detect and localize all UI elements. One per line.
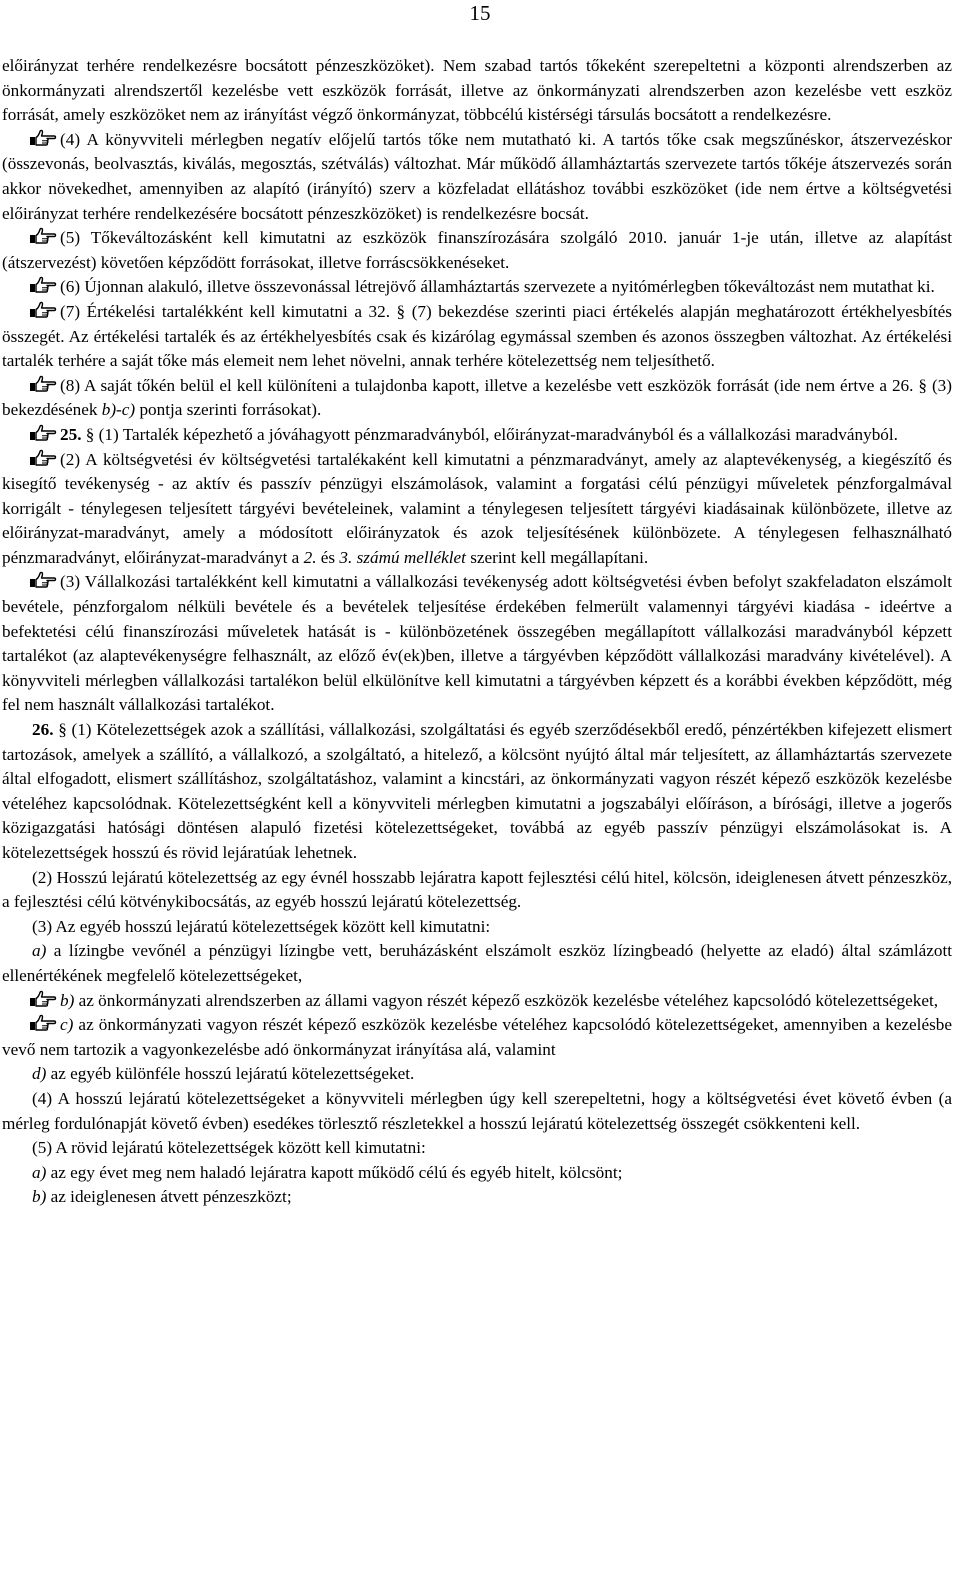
text-run: szerint kell megállapítani.: [465, 547, 649, 567]
paragraph: [2, 989, 952, 1014]
text-run: 25.: [60, 424, 82, 444]
text-run: b): [60, 990, 75, 1010]
text-run: (5) A rövid lejáratú kötelezettségek között kell kimutatni:: [32, 1138, 426, 1158]
paragraph: [2, 448, 952, 571]
text-run: 2.: [303, 547, 317, 567]
document-body: [2, 54, 952, 1210]
text-run: a): [32, 1162, 47, 1182]
pointing-hand-icon: [28, 275, 58, 294]
paragraph: [2, 718, 952, 866]
text-run: előirányzat terhére rendelkezésre bocsátott pénzeszközöket). Nem szabad tartós tőkeként szerepeltetni a központi alrendszerben az önkormányzati alrendszertől kezelésbe vett eszközök forrását, illetve az önkormányzati alrendszerben azon kezelésbe vett eszköz forrását, amely eszközöket nem az irányítást végző önkormányzat, többcélú kistérségi társulás bocsátott a rendelkezésre.: [2, 56, 952, 125]
paragraph: [2, 1013, 952, 1062]
text-run: (4) A hosszú lejáratú kötelezettségeket a könyvviteli mérlegben úgy kell szerepeltetni, hogy a költségvetési évet követő évben (a mérleg fordulónapját követő évben) esedékes törlesztő részletekkel a hosszú lejáratú kötelezettség összegét csökkenteni kell.: [2, 1088, 952, 1133]
page-number: 15: [469, 1, 491, 25]
text-run: § (1) Kötelezettségek azok a szállítási, vállalkozási, szolgáltatási és egyéb szerződésekből eredő, pénzértékben kifejezett elismert tartozások, amelyek a szállító, a vállalkozó, a szolgáltató, a hitelező, a kölcsönt nyújtó által már teljesített, az államháztartás szervezete által elfogadott, elismert szállításhoz, szolgáltatáshoz, valamint a kincstári, az önkormányzati vagyon részét képező eszközök kezelésbe vételéhez kapcsolódnak. Kötelezettségként kell a könyvviteli mérlegben kimutatni a jogszabályi előíráson, a bírósági, illetve a jogerős közigazgatási hatósági döntésen alapuló fizetési kötelezettségeket, továbbá az egyéb passzív pénzügyi elszámolásokat is. A kötelezettségek hosszú és rövid lejáratúak lehetnek.: [2, 720, 952, 862]
text-run: (3) Vállalkozási tartalékként kell kimutatni a vállalkozási tevékenység adott költségvetési évben befolyt szakfeladaton elszámolt bevétele, pénzforgalom nélküli bevétele és a bevételek teljesítése érdekében felmerült valamennyi tárgyévi kiadása - ideértve a befektetési célú finanszírozási műveletek hatását is - különbözetének összegében megállapított vállalkozási maradványból képzett tartalékot (az alaptevékenységre felhasznált, az előző év(ek)ben, illetve a tárgyévben képződött vállalkozási maradvány kivételével). A könyvviteli mérlegben vállalkozási tartalékon belül elkülönítve kell kimutatni a tárgyévben képzett és a korábbi években képződött, még fel nem használt vállalkozási tartalékot.: [2, 572, 952, 715]
paragraph: [2, 1161, 952, 1186]
text-run: a lízingbe vevőnél a pénzügyi lízingbe vett, beruházásként elszámolt eszköz lízingbeadó (helyette az eladó) által számlázott ellenértékének megfelelő kötelezettségeket,: [2, 941, 952, 985]
pointing-hand-icon: [28, 448, 58, 467]
text-run: az önkormányzati alrendszerben az állami vagyon részét képező eszközök kezelésbe vételéhez kapcsolódó kötelezettségeket,: [74, 990, 939, 1010]
paragraph: [2, 275, 952, 300]
paragraph: [2, 570, 952, 718]
paragraph: [2, 226, 952, 275]
paragraph: [2, 128, 952, 226]
pointing-hand-icon: [28, 989, 58, 1008]
paragraph: [2, 939, 952, 988]
paragraph: [2, 374, 952, 423]
pointing-hand-icon: [28, 570, 58, 589]
text-run: § (1) Tartalék képezhető a jóváhagyott pénzmaradványból, előirányzat-maradványból és a vállalkozási maradványból.: [81, 424, 898, 444]
text-run: 26.: [32, 720, 54, 740]
text-run: (5) Tőkeváltozásként kell kimutatni az eszközök finanszírozására szolgáló 2010. január 1-je után, illetve az alapítást (átszervezést) követően képződött forrásokat, illetve forráscsökkenéseket.: [2, 228, 952, 272]
text-run: (4) A könyvviteli mérlegben negatív előjelű tartós tőke nem mutatható ki. A tartós tőke csak megszűnéskor, átszervezéskor (összevonás, beolvasztás, kiválás, megosztás, szétválás) változhat. Már működő államháztartás szervezete tartós tőkéje átszervezés során akkor növekedhet, amennyiben az alapító (irányító) szerv a közfeladat ellátáshoz további eszközöket (ide nem értve a költségvetési előirányzat terhére rendelkezésére bocsátott pénzeszközöket) is rendelkezésre bocsát.: [2, 129, 952, 223]
pointing-hand-icon: [28, 423, 58, 442]
text-run: az önkormányzati vagyon részét képező eszközök kezelésbe vételéhez kapcsolódó kötelezettségeket, amennyiben a kezelésbe vevő nem tartozik a vagyonkezelésbe adó önkormányzat irányítása alá, valamint: [2, 1015, 952, 1059]
pointing-hand-icon: [28, 128, 58, 147]
text-run: (2) Hosszú lejáratú kötelezettség az egy évnél hosszabb lejáratra kapott fejlesztési célú hitel, kölcsön, ideiglenesen átvett pénzeszköz, a fejlesztési célú kötvénykibocsátás, az egyéb hosszú lejáratú kötelezettség.: [2, 867, 952, 912]
text-run: az egy évet meg nem haladó lejáratra kapott működő célú és egyéb hitelt, kölcsönt;: [46, 1162, 623, 1182]
paragraph: [2, 1185, 952, 1210]
text-run: (7) Értékelési tartalékként kell kimutatni a 32. § (7) bekezdése szerinti piaci értékelés alapján meghatározott értékhelyesbítés összegét. Az értékelési tartalék és az értékhelyesbítés csak és kizárólag egymással szemben és azonos összegben változhat. Az értékelési tartalék terhére a saját tőke más elemeit nem lehet növelni, annak terhére kötelezettség nem teljesíthető.: [2, 301, 952, 371]
text-run: (2) A költségvetési év költségvetési tartalékaként kell kimutatni a pénzmaradványt, amely az alaptevékenység, a kiegészítő és kisegítő tevékenység - az aktív és passzív pénzügyi elszámolások, valamint a forgatási célú pénzügyi műveletek pénzforgalmával korrigált - ténylegesen teljesített tárgyévi bevételeinek, valamint a ténylegesen teljesített tárgyévi kiadásainak különbözete, illetve az előirányzat-maradványt, amely a módosított előirányzatok és azok teljesítésének különbözete. A ténylegesen felhasználható pénzmaradványt, előirányzat-maradványt a: [2, 449, 952, 567]
text-run: (3) Az egyéb hosszú lejáratú kötelezettségek között kell kimutatni:: [32, 916, 491, 936]
text-run: d): [32, 1064, 47, 1084]
paragraph: [2, 423, 952, 448]
text-run: (8) A saját tőkén belül el kell különíteni a tulajdonba kapott, illetve a kezelésbe vett eszközök forrását (ide nem értve a 26. § (3) bekezdésének: [2, 375, 952, 420]
text-run: b): [32, 1187, 47, 1207]
paragraph: [2, 1062, 952, 1087]
pointing-hand-icon: [28, 374, 58, 393]
text-run: és: [316, 547, 340, 567]
text-run: pontja szerinti forrásokat).: [135, 400, 322, 420]
text-run: az ideiglenesen átvett pénzeszközt;: [46, 1187, 292, 1207]
text-run: az egyéb különféle hosszú lejáratú kötelezettségeket.: [46, 1064, 415, 1084]
text-run: a): [32, 941, 47, 961]
paragraph: [2, 54, 952, 128]
pointing-hand-icon: [28, 1013, 58, 1032]
paragraph: [2, 1087, 952, 1136]
paragraph: [2, 915, 952, 940]
text-run: c): [60, 1015, 74, 1035]
text-run: (6) Újonnan alakuló, illetve összevonással létrejövő államháztartás szervezete a nyitómérlegben tőkeváltozást nem mutathat ki.: [60, 277, 935, 297]
pointing-hand-icon: [28, 226, 58, 245]
paragraph: [2, 866, 952, 915]
text-run: b)-c): [101, 400, 136, 420]
pointing-hand-icon: [28, 300, 58, 319]
paragraph: [2, 300, 952, 374]
text-run: 3. számú melléklet: [339, 547, 466, 567]
paragraph: [2, 1136, 952, 1161]
